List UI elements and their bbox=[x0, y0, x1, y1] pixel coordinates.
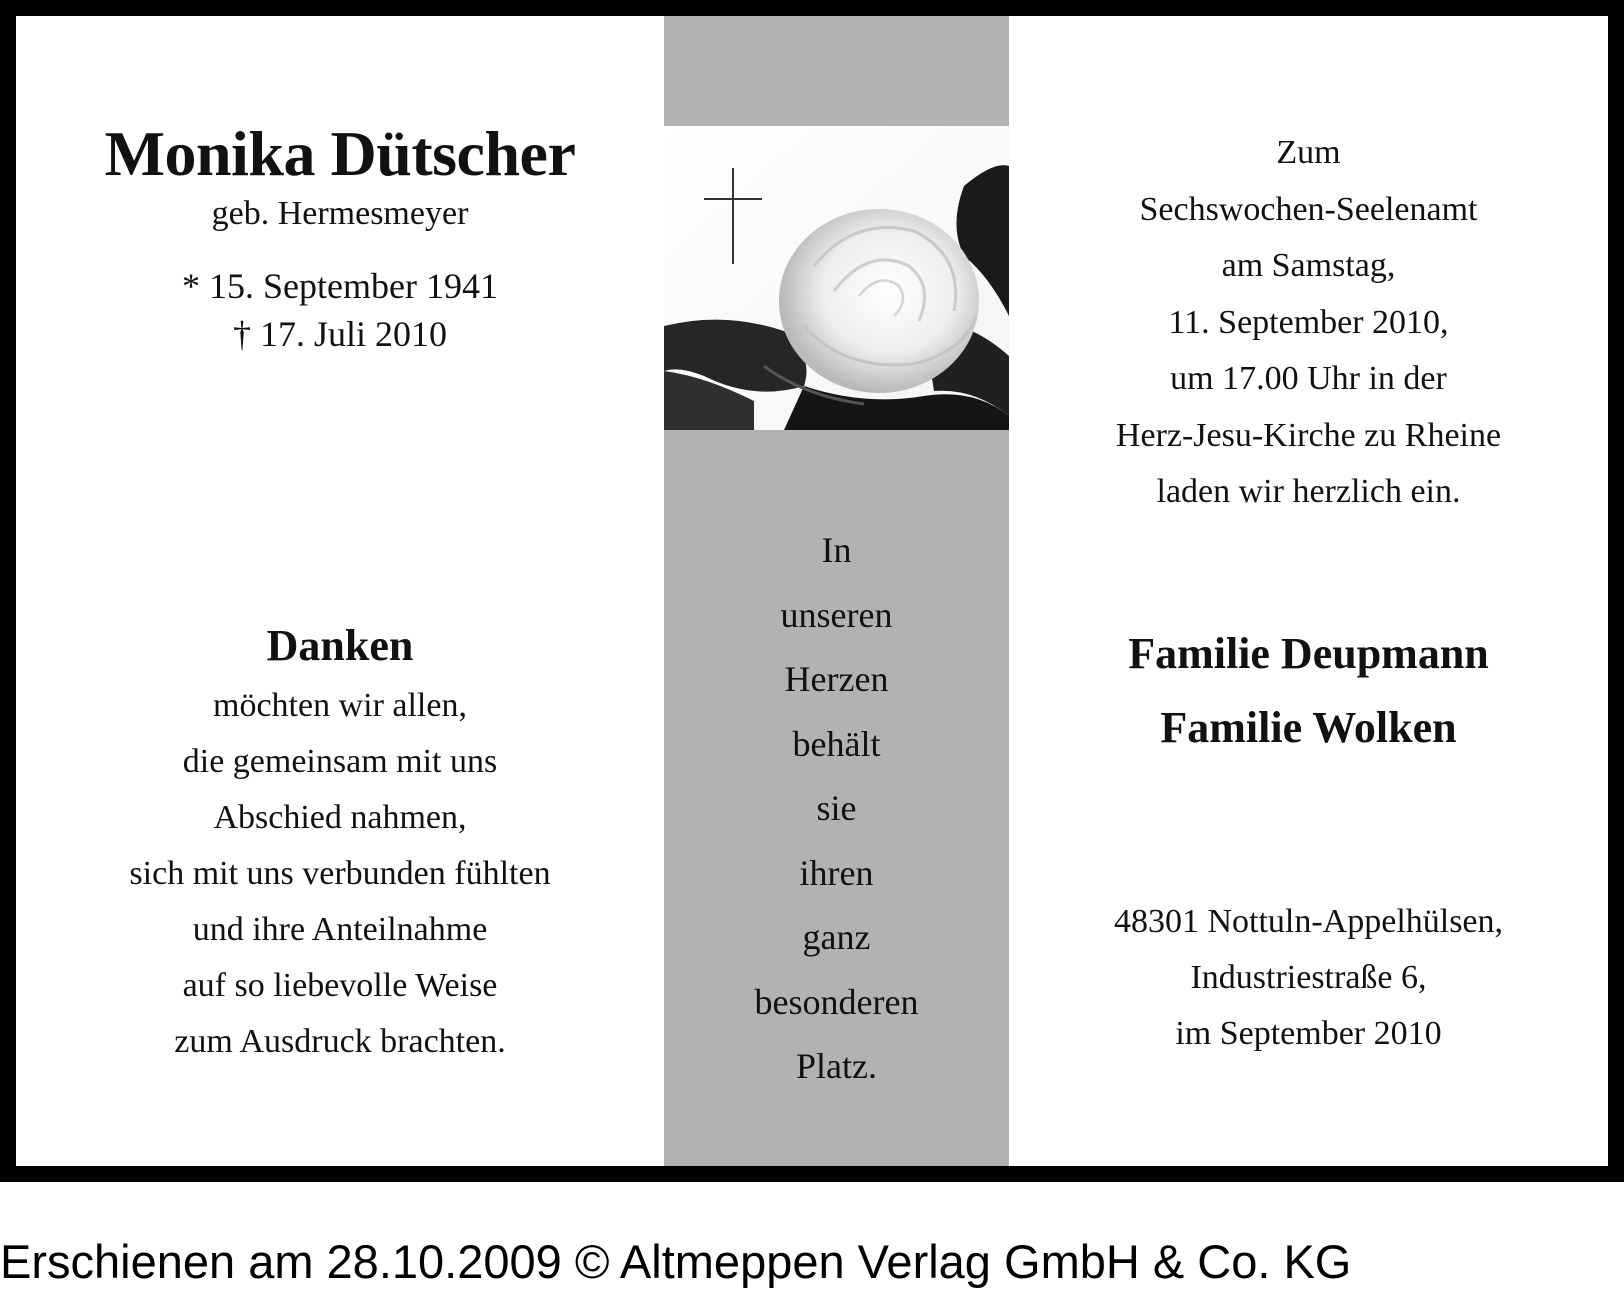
service-line: laden wir herzlich ein. bbox=[1156, 473, 1461, 510]
address-line: Industriestraße 6, bbox=[1190, 959, 1427, 996]
poem-line: besonderen bbox=[754, 981, 919, 1022]
thanks-line: die gemeinsam mit uns bbox=[182, 743, 498, 780]
life-dates bbox=[16, 262, 664, 358]
service-line: Zum bbox=[1276, 134, 1341, 171]
service-line: um 17.00 Uhr in der bbox=[1170, 360, 1447, 397]
memorial-poem bbox=[664, 518, 1009, 1099]
poem-line: behält bbox=[792, 723, 881, 764]
service-line: 11. September 2010, bbox=[1168, 303, 1449, 341]
poem-line: In bbox=[821, 530, 852, 570]
thanks-line: möchten wir allen, bbox=[213, 687, 467, 724]
deceased-name: Monika Dütscher bbox=[104, 118, 576, 189]
poem-line: ganz bbox=[802, 917, 871, 957]
service-line: Herz-Jesu-Kirche zu Rheine bbox=[1115, 416, 1502, 454]
address-line: im September 2010 bbox=[1175, 1015, 1442, 1052]
poem-line: unseren bbox=[780, 594, 893, 635]
thanks-text bbox=[16, 678, 664, 1070]
thanks-line: zum Ausdruck brachten. bbox=[174, 1023, 506, 1060]
thanks-line: auf so liebevolle Weise bbox=[182, 967, 498, 1004]
service-invitation bbox=[1009, 125, 1608, 521]
notice-panel bbox=[16, 16, 1608, 1166]
rose-photo bbox=[664, 126, 1009, 430]
poem-line: ihren bbox=[799, 852, 874, 893]
maiden-name: geb. Hermesmeyer bbox=[211, 195, 469, 232]
family-names bbox=[1009, 617, 1608, 765]
thanks-line: sich mit uns verbunden fühlten bbox=[129, 855, 551, 892]
service-line: Sechswochen-Seelenamt bbox=[1139, 190, 1478, 228]
family-name: Familie Wolken bbox=[1160, 703, 1457, 752]
poem-line: Platz. bbox=[796, 1046, 877, 1086]
thanks-line: und ihre Anteilnahme bbox=[192, 911, 488, 948]
family-name: Familie Deupmann bbox=[1128, 629, 1489, 678]
poem-line: sie bbox=[816, 788, 857, 828]
cross-icon bbox=[704, 168, 762, 264]
thanks-title: Danken bbox=[266, 621, 414, 670]
thanks-line: Abschied nahmen, bbox=[213, 799, 467, 836]
birth-date: * 15. September 1941 bbox=[182, 266, 498, 306]
publication-footer: Erschienen am 28.10.2009 © Altmeppen Verlag GmbH & Co. KG bbox=[0, 1235, 1352, 1288]
service-line: am Samstag, bbox=[1221, 247, 1396, 284]
poem-line: Herzen bbox=[784, 659, 889, 699]
address-line: 48301 Nottuln-Appelhülsen, bbox=[1113, 903, 1504, 940]
address-block bbox=[1009, 894, 1608, 1062]
death-date: † 17. Juli 2010 bbox=[232, 314, 447, 354]
